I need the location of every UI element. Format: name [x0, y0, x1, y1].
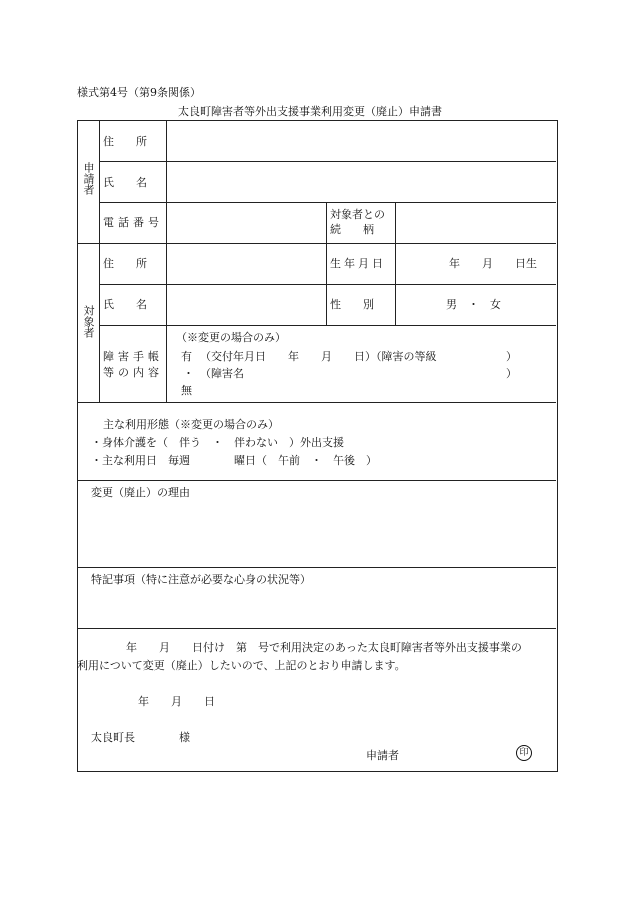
applicant-name-label: 氏 名: [103, 176, 147, 189]
applicant-signature-label: 申請者: [366, 749, 399, 762]
seal-mark: 印: [516, 745, 532, 761]
issue-date: （交付年月日 年 月 日）（障害の等級: [200, 350, 437, 363]
change-note: （※変更の場合のみ）: [176, 331, 286, 344]
subject-section-label: 対象者: [82, 305, 95, 338]
applicant-address-label: 住 所: [103, 135, 147, 148]
rule: [99, 161, 556, 162]
declaration-line1: 年 月 日付け 第 号で利用決定のあった太良町障害者等外出支援事業の: [126, 641, 522, 654]
rule: [77, 628, 556, 629]
paren-close: ）: [506, 367, 517, 380]
no-label: 無: [181, 384, 192, 397]
disability-name: （障害名: [200, 367, 244, 380]
rule: [77, 567, 556, 568]
rule: [99, 284, 556, 285]
rule: [77, 243, 556, 244]
subject-name-label: 氏 名: [103, 298, 147, 311]
declaration-line2: 利用について変更（廃止）したいので、上記のとおり申請します。: [77, 659, 406, 672]
yes-label: 有: [181, 350, 192, 363]
usage-day-line: ・主な利用日 毎週 曜日（ 午前 ・ 午後 ）: [91, 454, 377, 467]
applicant-phone-label: 電話番号: [103, 216, 163, 229]
notes-label: 特記事項（特に注意が必要な心身の状況等）: [91, 573, 311, 586]
applicant-section-label: 申請者: [82, 162, 95, 195]
rule: [395, 202, 396, 325]
mayor-addressee: 太良町長 様: [91, 731, 190, 744]
paren-close: ）: [506, 350, 517, 363]
usage-title: 主な利用形態（※変更の場合のみ）: [103, 418, 279, 431]
relation-label-line2: 続 柄: [330, 223, 374, 236]
gender-label: 性 別: [330, 298, 374, 311]
rule: [77, 480, 556, 481]
reason-label: 変更（廃止）の理由: [91, 486, 190, 499]
form-number: 様式第4号（第9条関係）: [77, 86, 201, 99]
rule: [326, 202, 327, 325]
rule: [99, 202, 556, 203]
form-title: 太良町障害者等外出支援事業利用変更（廃止）申請書: [178, 105, 442, 118]
declaration-date: 年 月 日: [138, 695, 215, 708]
disability-label-line1: 障害手帳: [103, 350, 163, 363]
dob-value: 年 月 日生: [449, 257, 537, 270]
usage-care-line: ・身体介護を（ 伴う ・ 伴わない ）外出支援: [91, 436, 344, 449]
relation-label-line1: 対象者との: [330, 208, 385, 221]
rule: [77, 402, 556, 403]
dob-label: 生年月日: [330, 257, 386, 270]
gender-value: 男 ・ 女: [446, 298, 501, 311]
rule: [99, 121, 100, 403]
rule: [99, 325, 556, 326]
rule: [166, 121, 167, 403]
subject-address-label: 住 所: [103, 257, 147, 270]
separator-dot: ・: [183, 367, 194, 380]
disability-label-line2: 等の内容: [103, 366, 163, 379]
